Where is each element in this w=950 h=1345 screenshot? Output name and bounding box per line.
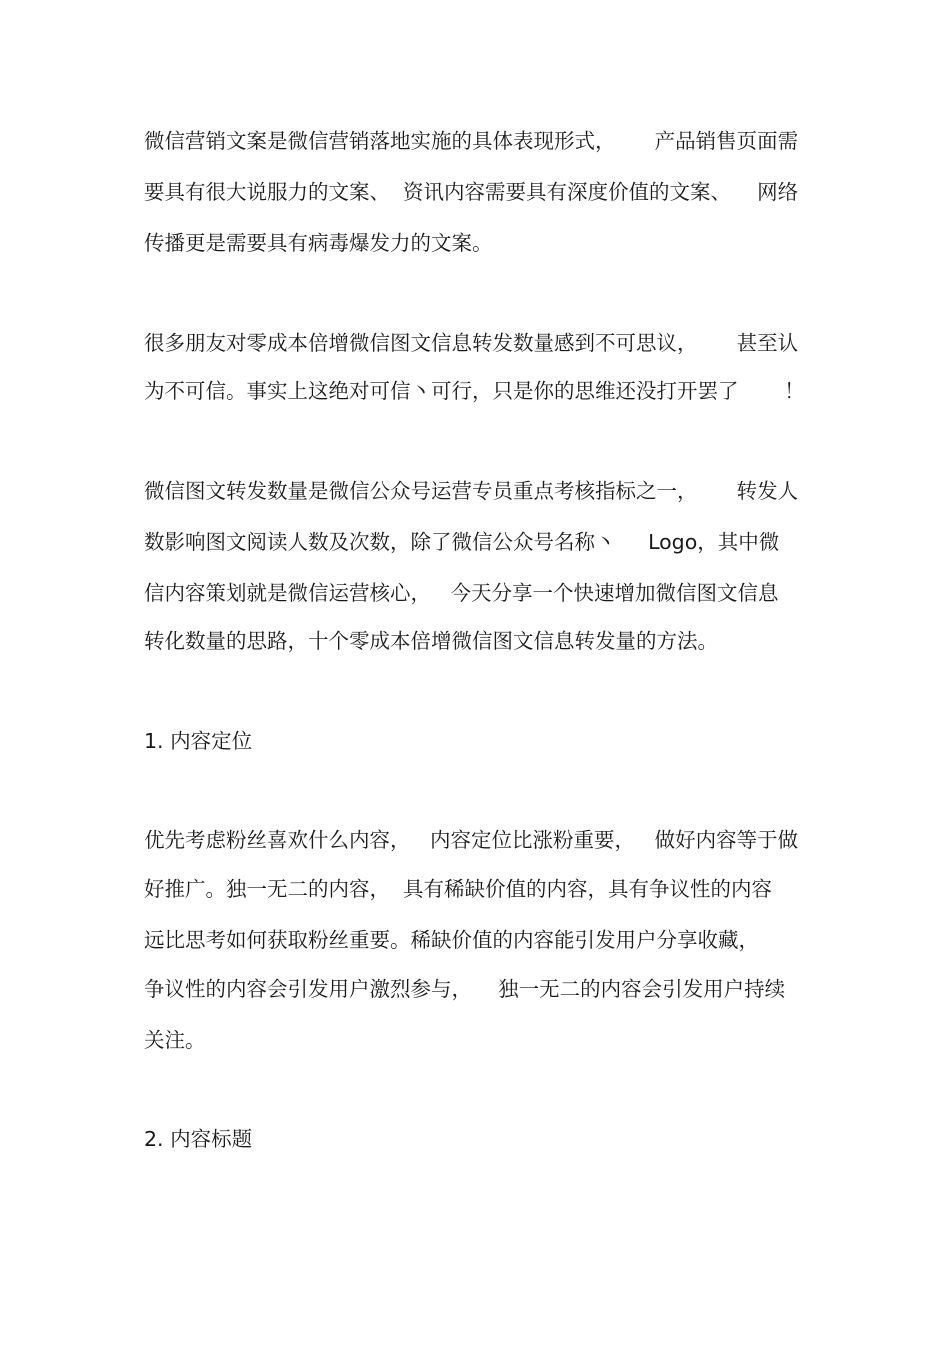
paragraph-3-line-3: 信内容策划就是微信运营核心， 今天分享一个快速增加微信图文信息 [144, 581, 779, 605]
paragraph-3-line-4: 转化数量的思路，十个零成本倍增微信图文信息转发量的方法。 [144, 629, 718, 653]
paragraph-4-line-1: 优先考虑粉丝喜欢什么内容， 内容定位比涨粉重要， 做好内容等于做 [144, 828, 799, 852]
paragraph-4-line-4: 争议性的内容会引发用户激烈参与， 独一无二的内容会引发用户持续 [144, 977, 786, 1001]
paragraph-1-line-1: 微信营销文案是微信营销落地实施的具体表现形式， 产品销售页面需 [144, 129, 799, 153]
section-heading-2: 2. 内容标题 [144, 1127, 253, 1151]
paragraph-2-line-2: 为不可信。事实上这绝对可信丶可行，只是你的思维还没打开罢了 ！ [144, 379, 805, 403]
paragraph-3-line-1: 微信图文转发数量是微信公众号运营专员重点考核指标之一， 转发人 [144, 479, 799, 503]
section-heading-1: 1. 内容定位 [144, 729, 253, 753]
paragraph-4-line-2: 好推广。独一无二的内容， 具有稀缺价值的内容，具有争议性的内容 [144, 877, 773, 901]
paragraph-3-line-2: 数影响图文阅读人数及次数，除了微信公众号名称丶 Logo，其中微 [144, 530, 780, 554]
paragraph-1-line-2: 要具有很大说服力的文案、 资讯内容需要具有深度价值的文案、 网络 [144, 180, 799, 204]
paragraph-1-line-3: 传播更是需要具有病毒爆发力的文案。 [144, 231, 493, 255]
paragraph-2-line-1: 很多朋友对零成本倍增微信图文信息转发数量感到不可思议， 甚至认 [144, 331, 799, 355]
paragraph-4-line-3: 远比思考如何获取粉丝重要。稀缺价值的内容能引发用户分享收藏， [144, 928, 759, 952]
paragraph-4-line-5: 关注。 [144, 1028, 206, 1052]
